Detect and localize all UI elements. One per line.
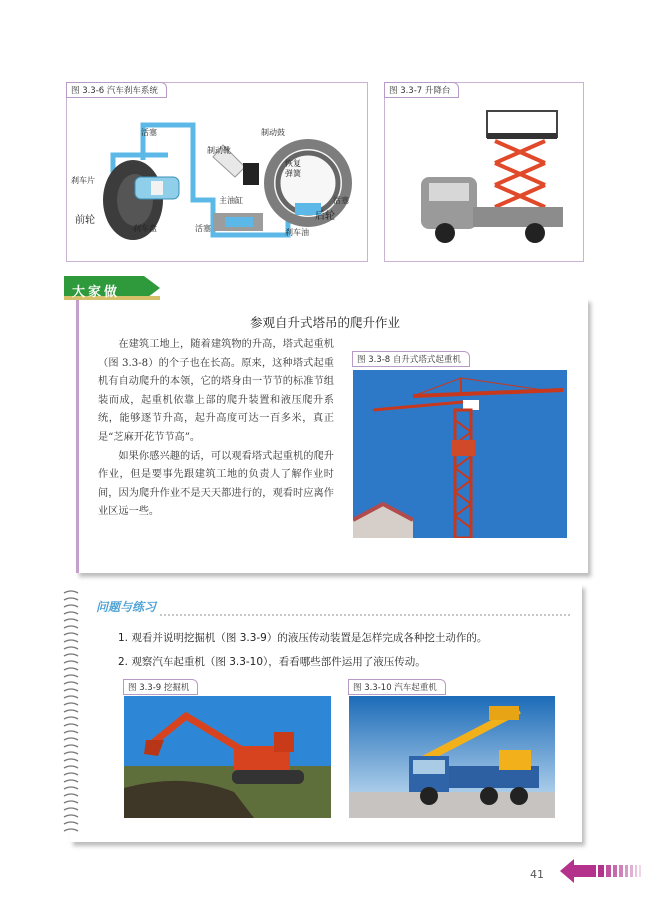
activity-paragraph: 如果你感兴趣的话，可以观看塔式起重机的爬升作业，但是要事先跟建筑工地的负责人了解作业时间，因为爬升作业不是天天都进行的，观看时应离作业区远一些。 xyxy=(98,450,334,518)
label-brake-pad: 刹车片 xyxy=(71,176,95,185)
dotted-divider xyxy=(160,614,570,616)
label-brake-disc: 刹车盘 xyxy=(133,224,157,233)
label-rear-wheel: 后轮 xyxy=(315,211,335,222)
page-number: 41 xyxy=(530,868,544,881)
label-recovery-spring xyxy=(285,159,301,179)
figure-excavator xyxy=(124,680,331,818)
label-brake-shoe: 制动靴 xyxy=(207,146,231,155)
figure-tower-crane xyxy=(353,352,567,538)
label-brake-drum: 制动鼓 xyxy=(261,128,285,137)
tower-crane-photo xyxy=(353,370,567,538)
practice-title: 问题与练习 xyxy=(96,600,157,614)
question-item: 1. 观看并说明挖掘机（图 3.3-9）的液压传动装置是怎样完成各种挖土动作的。 xyxy=(118,632,488,644)
label-front-wheel: 前轮 xyxy=(75,215,95,226)
figure-truck-crane xyxy=(349,680,555,818)
excavator-photo xyxy=(124,696,331,818)
page-arrow-decoration xyxy=(560,857,650,885)
label-master-cylinder: 主油缸 xyxy=(219,196,243,205)
activity-text xyxy=(98,336,334,522)
figure-lift xyxy=(384,82,584,262)
activity-tab-label: 大家做 xyxy=(72,285,121,300)
truck-crane-photo xyxy=(349,696,555,818)
figure-caption: 图 3.3-9 挖掘机 xyxy=(123,679,198,695)
figure-caption: 图 3.3-10 汽车起重机 xyxy=(348,679,446,695)
label-brake-oil: 刹车油 xyxy=(285,228,309,237)
notebook-spiral xyxy=(62,590,80,835)
figure-caption: 图 3.3-8 自升式塔式起重机 xyxy=(352,351,470,367)
brake-system-diagram xyxy=(73,105,361,255)
lift-truck-photo xyxy=(395,103,577,255)
activity-title: 参观自升式塔吊的爬升作业 xyxy=(250,315,401,330)
label-recovery-spring-line1: 恢复 xyxy=(285,159,301,168)
activity-paragraph: 在建筑工地上，随着建筑物的升高，塔式起重机（图 3.3-8）的个子也在长高。原来，这种塔式起重机有自动爬升的本领，它的塔身由一节节的标准节组装而成，起重机依靠上部的爬升装置和液压爬升系统，能够逐节升高，起升高度可达一百多米，真正是“芝麻开花节节高”。 xyxy=(98,339,334,443)
label-piston-right: 活塞 xyxy=(333,196,349,205)
label-piston-bottom: 活塞 xyxy=(195,224,211,233)
question-item: 2. 观察汽车起重机（图 3.3-10），看看哪些部件运用了液压传动。 xyxy=(118,656,426,668)
figure-caption: 图 3.3-6 汽车刹车系统 xyxy=(66,82,167,98)
label-piston-top: 活塞 xyxy=(141,128,157,137)
figure-brake-system xyxy=(66,82,368,262)
label-recovery-spring-line2: 弹簧 xyxy=(285,169,301,178)
figure-caption: 图 3.3-7 升降台 xyxy=(384,82,459,98)
